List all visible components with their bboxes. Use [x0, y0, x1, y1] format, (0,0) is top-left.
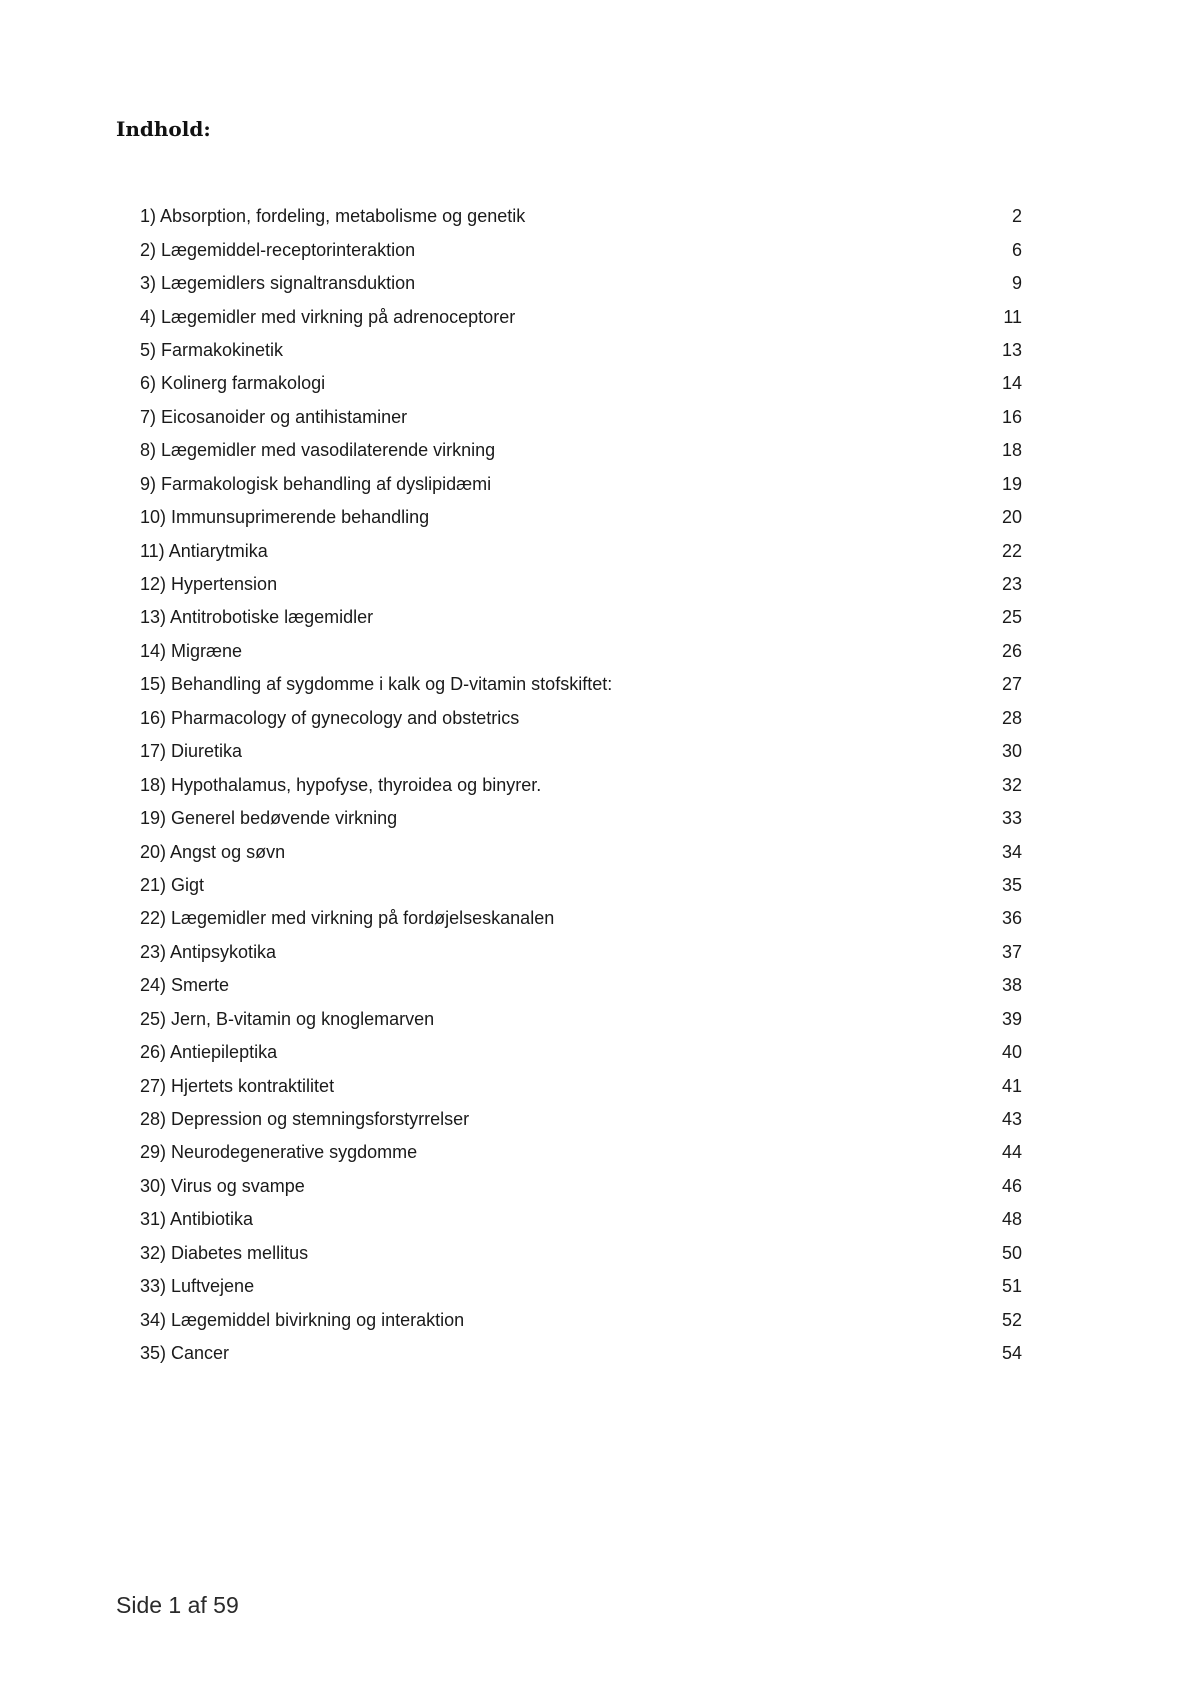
toc-entry[interactable] [140, 869, 1022, 902]
toc-entry-page-number: 35 [1001, 874, 1022, 895]
toc-entry[interactable] [140, 401, 1022, 434]
toc-entry-title: 18) Hypothalamus, hypofyse, thyroidea og binyrer. [140, 774, 542, 795]
toc-entry[interactable] [140, 200, 1022, 233]
toc-entry[interactable] [140, 300, 1022, 333]
toc-entry-page-number: 54 [1001, 1343, 1022, 1364]
toc-entry-page-number: 44 [1001, 1142, 1022, 1163]
toc-entry-title: 2) Lægemiddel-receptorinteraktion [140, 239, 416, 260]
page-number-footer: Side 1 af 59 [116, 1592, 239, 1618]
toc-entry[interactable] [140, 1036, 1022, 1069]
toc-entry-page-number: 14 [1001, 373, 1022, 394]
toc-heading: Indhold: [116, 117, 211, 141]
toc-entry-page-number: 19 [1001, 473, 1022, 494]
toc-entry[interactable] [140, 501, 1022, 534]
toc-entry-page-number: 6 [1011, 239, 1022, 260]
toc-entry-title: 23) Antipsykotika [140, 941, 277, 962]
toc-entry-page-number: 2 [1011, 206, 1022, 227]
toc-entry[interactable] [140, 635, 1022, 668]
toc-entry[interactable] [140, 367, 1022, 400]
toc-entry[interactable] [140, 468, 1022, 501]
toc-entry[interactable] [140, 434, 1022, 467]
table-of-contents [140, 200, 1022, 1370]
toc-entry-title: 35) Cancer [140, 1343, 230, 1364]
toc-entry-title: 17) Diuretika [140, 741, 243, 762]
toc-entry-title: 5) Farmakokinetik [140, 339, 284, 360]
toc-entry[interactable] [140, 835, 1022, 868]
toc-entry-page-number: 20 [1001, 507, 1022, 528]
toc-entry-page-number: 13 [1001, 339, 1022, 360]
toc-entry-page-number: 22 [1001, 540, 1022, 561]
toc-entry[interactable] [140, 1303, 1022, 1336]
toc-entry[interactable] [140, 1103, 1022, 1136]
toc-entry-title: 1) Absorption, fordeling, metabolisme og genetik [140, 206, 526, 227]
toc-entry-title: 21) Gigt [140, 874, 205, 895]
toc-entry-page-number: 52 [1001, 1309, 1022, 1330]
toc-entry-title: 31) Antibiotika [140, 1209, 254, 1230]
toc-entry-title: 13) Antitrobotiske lægemidler [140, 607, 374, 628]
toc-entry-page-number: 39 [1001, 1008, 1022, 1029]
toc-entry[interactable] [140, 1270, 1022, 1303]
toc-entry-title: 26) Antiepileptika [140, 1042, 278, 1063]
toc-entry[interactable] [140, 1003, 1022, 1036]
toc-entry-page-number: 40 [1001, 1042, 1022, 1063]
toc-entry-title: 14) Migræne [140, 640, 243, 661]
toc-entry[interactable] [140, 936, 1022, 969]
toc-entry-title: 19) Generel bedøvende virkning [140, 808, 398, 829]
toc-entry-title: 33) Luftvejene [140, 1276, 255, 1297]
toc-entry-title: 9) Farmakologisk behandling af dyslipidæmi [140, 473, 492, 494]
toc-entry-title: 32) Diabetes mellitus [140, 1242, 309, 1263]
toc-entry[interactable] [140, 601, 1022, 634]
toc-entry-page-number: 26 [1001, 640, 1022, 661]
toc-entry-title: 12) Hypertension [140, 574, 278, 595]
toc-entry[interactable] [140, 1136, 1022, 1169]
toc-entry[interactable] [140, 768, 1022, 801]
toc-entry[interactable] [140, 568, 1022, 601]
toc-entry-page-number: 32 [1001, 774, 1022, 795]
toc-entry-page-number: 41 [1001, 1075, 1022, 1096]
toc-entry[interactable] [140, 902, 1022, 935]
toc-entry[interactable] [140, 233, 1022, 266]
toc-entry-title: 10) Immunsuprimerende behandling [140, 507, 430, 528]
toc-entry-page-number: 46 [1001, 1175, 1022, 1196]
toc-entry-title: 16) Pharmacology of gynecology and obstetrics [140, 707, 520, 728]
toc-entry[interactable] [140, 802, 1022, 835]
toc-entry-title: 29) Neurodegenerative sygdomme [140, 1142, 418, 1163]
toc-entry[interactable] [140, 1237, 1022, 1270]
toc-entry-page-number: 16 [1001, 406, 1022, 427]
toc-entry-page-number: 34 [1001, 841, 1022, 862]
toc-entry-page-number: 33 [1001, 808, 1022, 829]
toc-entry-page-number: 37 [1001, 941, 1022, 962]
toc-entry-page-number: 27 [1001, 674, 1022, 695]
toc-entry-title: 25) Jern, B-vitamin og knoglemarven [140, 1008, 435, 1029]
toc-entry-page-number: 28 [1001, 707, 1022, 728]
toc-entry-title: 34) Lægemiddel bivirkning og interaktion [140, 1309, 465, 1330]
toc-entry-title: 22) Lægemidler med virkning på fordøjelseskanalen [140, 908, 555, 929]
toc-entry[interactable] [140, 267, 1022, 300]
toc-entry-title: 11) Antiarytmika [140, 540, 268, 561]
toc-entry-title: 30) Virus og svampe [140, 1175, 305, 1196]
toc-entry-page-number: 11 [1003, 306, 1022, 327]
toc-entry[interactable] [140, 735, 1022, 768]
toc-entry-page-number: 30 [1001, 741, 1022, 762]
toc-entry[interactable] [140, 334, 1022, 367]
toc-entry-title: 27) Hjertets kontraktilitet [140, 1075, 335, 1096]
toc-entry-page-number: 18 [1001, 440, 1022, 461]
toc-entry-page-number: 50 [1001, 1242, 1022, 1263]
toc-entry-title: 4) Lægemidler med virkning på adrenoceptorer [140, 306, 516, 327]
toc-entry-page-number: 51 [1001, 1276, 1022, 1297]
toc-entry-page-number: 43 [1001, 1109, 1022, 1130]
toc-entry[interactable] [140, 1069, 1022, 1102]
toc-entry[interactable] [140, 668, 1022, 701]
toc-entry-title: 24) Smerte [140, 975, 230, 996]
toc-entry-title: 20) Angst og søvn [140, 841, 286, 862]
toc-entry[interactable] [140, 534, 1022, 567]
toc-entry-page-number: 36 [1001, 908, 1022, 929]
toc-entry-title: 7) Eicosanoider og antihistaminer [140, 406, 408, 427]
toc-entry-title: 28) Depression og stemningsforstyrrelser [140, 1109, 470, 1130]
toc-entry-page-number: 48 [1001, 1209, 1022, 1230]
toc-entry-page-number: 9 [1011, 273, 1022, 294]
toc-entry-page-number: 23 [1001, 574, 1022, 595]
toc-entry-title: 3) Lægemidlers signaltransduktion [140, 273, 416, 294]
toc-entry-title: 8) Lægemidler med vasodilaterende virkning [140, 440, 496, 461]
toc-entry[interactable] [140, 702, 1022, 735]
toc-entry[interactable] [140, 1170, 1022, 1203]
toc-entry-page-number: 38 [1001, 975, 1022, 996]
toc-entry[interactable] [140, 1203, 1022, 1236]
toc-entry[interactable] [140, 969, 1022, 1002]
toc-entry-title: 6) Kolinerg farmakologi [140, 373, 326, 394]
toc-entry[interactable] [140, 1337, 1022, 1370]
toc-entry-title: 15) Behandling af sygdomme i kalk og D-vitamin stofskiftet: [140, 674, 613, 695]
toc-entry-page-number: 25 [1001, 607, 1022, 628]
